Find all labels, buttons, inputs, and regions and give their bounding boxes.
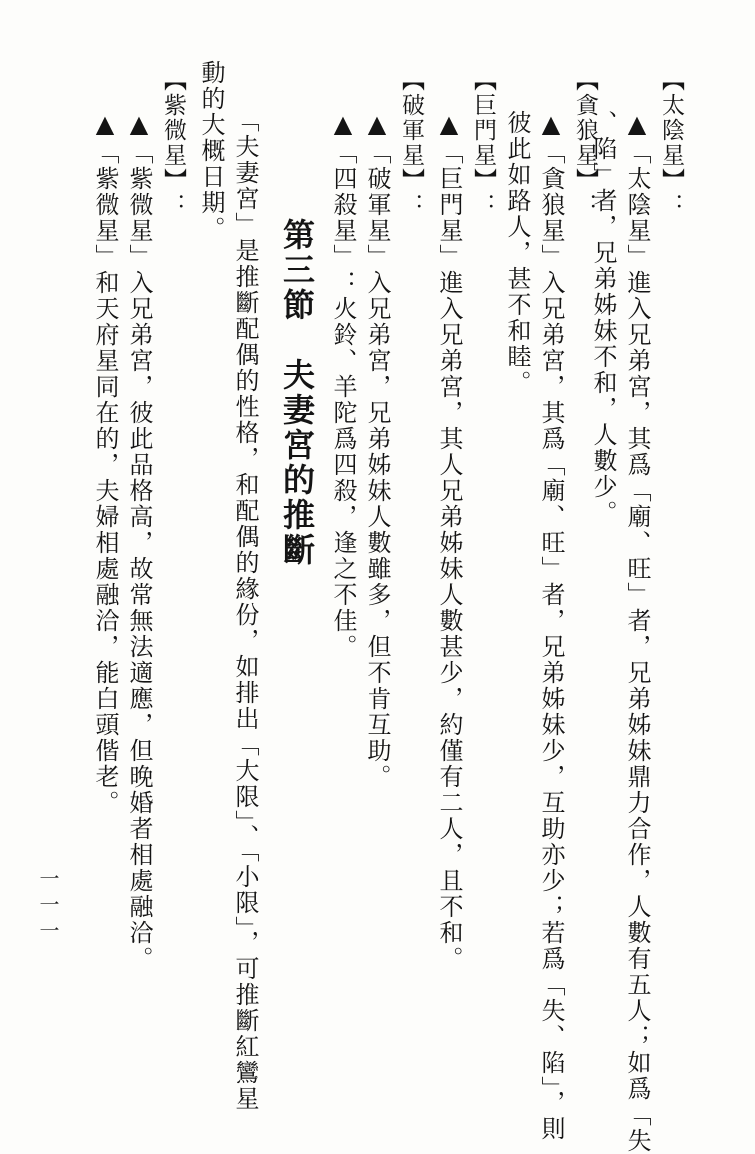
paragraph-line: ▲「貪狼星」入兄弟宮，其爲「廟、旺」者，兄弟姊妹少，互助亦少；若爲「失、陷」，則 — [537, 110, 565, 1142]
paragraph-line: ▲「太陰星」進入兄弟宮，其爲「廟、旺」者，兄弟姊妹鼎力合作，人數有五人；如爲「失 — [623, 110, 651, 1154]
section-heading-ziwei: 【紫微星】： — [160, 68, 186, 218]
paragraph-line: ▲「紫微星」入兄弟宮，彼此品格高，故常無法適應，但晚婚者相處融洽。 — [125, 110, 153, 972]
paragraph-line: 「夫妻宮」是推斷配偶的性格，和配偶的緣份，如排出「大限」、「小限」，可推斷紅鸞星 — [231, 108, 259, 1112]
paragraph-line: 、陷」者，兄弟姊妹不和，人數少。 — [589, 110, 617, 526]
section-heading-pojun: 【破軍星】： — [398, 68, 424, 218]
chapter-section-title: 第三節 夫妻宮的推斷 — [278, 218, 316, 568]
paragraph-line: ▲「四殺星」：火鈴、羊陀爲四殺，逢之不佳。 — [329, 110, 357, 660]
paragraph-line: 動的大概日期。 — [197, 60, 225, 242]
paragraph-line: 彼此如路人，甚不和睦。 — [503, 110, 531, 396]
section-heading-taiyin: 【太陰星】： — [658, 68, 684, 218]
paragraph-line: ▲「巨門星」進入兄弟宮，其人兄弟姊妹人數甚少，約僅有二人，且不和。 — [435, 110, 463, 972]
paragraph-line: ▲「破軍星」入兄弟宮，兄弟姊妹人數雖多，但不肯互助。 — [363, 110, 391, 790]
page-number: 一一一 — [36, 868, 60, 946]
section-heading-jumen: 【巨門星】： — [470, 68, 496, 218]
paragraph-line: ▲「紫微星」和天府星同在的，夫婦相處融洽，能白頭偕老。 — [91, 110, 119, 816]
section-heading-tanlang: 【貪狼星】： — [572, 68, 598, 218]
